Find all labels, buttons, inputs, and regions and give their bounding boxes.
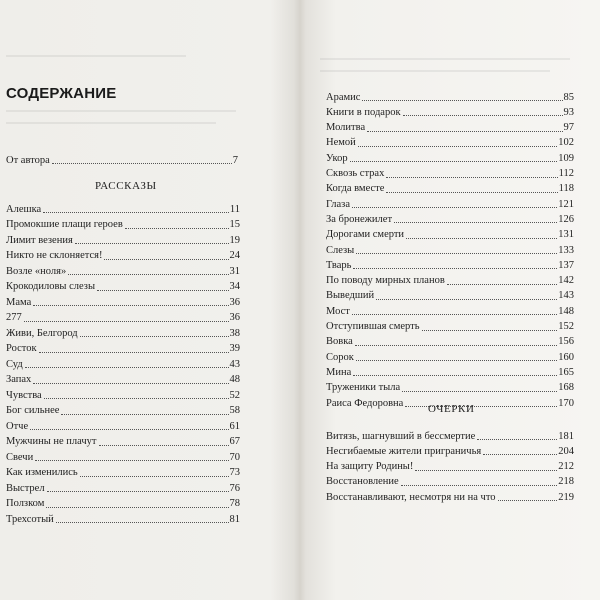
toc-entry-title: От автора bbox=[6, 154, 50, 166]
toc-entry bbox=[326, 457, 574, 473]
toc-entry bbox=[326, 164, 574, 180]
leader-dots bbox=[376, 299, 557, 300]
toc-entry-page: 218 bbox=[558, 476, 574, 488]
toc-entry-title: Возле «ноля» bbox=[6, 265, 67, 277]
toc-entry-page: 148 bbox=[558, 305, 574, 317]
leader-dots bbox=[33, 305, 228, 306]
leader-dots bbox=[477, 439, 557, 440]
toc-entry-page: 112 bbox=[558, 168, 574, 179]
leader-dots bbox=[43, 212, 229, 213]
leader-dots bbox=[362, 100, 562, 101]
toc-entry-title: Глаза bbox=[326, 198, 350, 210]
toc-entry bbox=[6, 370, 240, 386]
leader-dots bbox=[403, 115, 563, 116]
leader-dots bbox=[422, 330, 558, 331]
toc-entry-page: 31 bbox=[229, 265, 240, 277]
toc-entry-page: 76 bbox=[229, 482, 240, 494]
toc-entry-page: 137 bbox=[558, 259, 574, 271]
toc-entry-title: Отступившая смерть bbox=[326, 321, 420, 332]
toc-entry bbox=[6, 199, 240, 215]
toc-entry bbox=[6, 463, 240, 479]
leader-dots bbox=[415, 470, 557, 471]
toc-entry-title: Мама bbox=[6, 296, 32, 308]
leader-dots bbox=[44, 398, 229, 399]
toc-entry bbox=[6, 401, 240, 417]
toc-entry-author bbox=[6, 150, 238, 166]
toc-entry bbox=[6, 261, 240, 277]
toc-entry bbox=[326, 133, 574, 149]
toc-entry bbox=[6, 385, 240, 401]
toc-entry-title: Лимит везения bbox=[6, 234, 73, 246]
toc-entry-title: Никто не склоняется! bbox=[6, 250, 103, 261]
toc-entry bbox=[326, 347, 574, 363]
toc-entry bbox=[6, 277, 240, 293]
toc-entry-page: 81 bbox=[229, 513, 240, 525]
toc-entry-page: 142 bbox=[558, 275, 574, 287]
toc-entry-page: 15 bbox=[229, 219, 240, 230]
leader-dots bbox=[61, 414, 228, 415]
toc-entry-title: Слезы bbox=[326, 244, 355, 256]
toc-entry-page: 34 bbox=[229, 281, 240, 292]
leader-dots bbox=[350, 161, 558, 162]
bleed-through-mark bbox=[6, 110, 236, 112]
toc-entry-page: 19 bbox=[229, 234, 240, 246]
leader-dots bbox=[394, 222, 557, 223]
toc-entry bbox=[326, 332, 574, 348]
toc-entry bbox=[326, 179, 574, 195]
toc-entry-page: 11 bbox=[229, 203, 240, 215]
toc-entry bbox=[6, 494, 240, 510]
toc-entry-title: Бог сильнее bbox=[6, 405, 60, 416]
toc-entry bbox=[326, 378, 574, 394]
toc-entry-page: 168 bbox=[558, 382, 574, 394]
toc-entry-page: 165 bbox=[558, 366, 574, 378]
toc-entry bbox=[6, 432, 240, 448]
toc-entry-title: Укор bbox=[326, 152, 348, 164]
leader-dots bbox=[483, 454, 557, 455]
leader-dots bbox=[386, 192, 557, 193]
toc-entry-page: 7 bbox=[232, 154, 238, 166]
toc-entry-title: Промокшие плащи героев bbox=[6, 219, 123, 230]
leader-dots bbox=[68, 274, 228, 275]
toc-entry-page: 85 bbox=[563, 91, 574, 103]
toc-entry bbox=[6, 308, 240, 324]
toc-entry-page: 43 bbox=[229, 358, 240, 370]
toc-entry bbox=[326, 487, 574, 503]
bleed-through-mark bbox=[320, 58, 570, 60]
toc-entry-title: Восстанавливают, несмотря ни на что bbox=[326, 491, 496, 503]
leader-dots bbox=[80, 336, 229, 337]
toc-entry-page: 61 bbox=[229, 420, 240, 432]
toc-entry-title: Живи, Белгород bbox=[6, 327, 78, 339]
toc-entry-page: 70 bbox=[229, 451, 240, 463]
leader-dots bbox=[358, 146, 557, 147]
toc-entry-page: 52 bbox=[229, 389, 240, 401]
toc-entry bbox=[326, 148, 574, 164]
toc-entry bbox=[6, 215, 240, 231]
toc-entry bbox=[6, 509, 240, 525]
toc-entry-title: Молитва bbox=[326, 122, 366, 134]
toc-entry bbox=[6, 416, 240, 432]
toc-entry-page: 58 bbox=[229, 405, 240, 416]
leader-dots bbox=[97, 290, 229, 291]
toc-entry-page: 38 bbox=[229, 327, 240, 339]
toc-entry-title: Сорок bbox=[326, 351, 354, 363]
toc-entry-title: За бронежилет bbox=[326, 213, 393, 225]
leader-dots bbox=[402, 391, 557, 392]
toc-entry-page: 97 bbox=[563, 122, 574, 134]
toc-entry-page: 181 bbox=[558, 430, 574, 442]
toc-entry-title: Чувства bbox=[6, 389, 42, 401]
toc-entry-title: Выведший bbox=[326, 290, 375, 302]
toc-entry bbox=[6, 230, 240, 246]
toc-entry-page: 170 bbox=[558, 397, 574, 409]
toc-entry-title: Свечи bbox=[6, 451, 34, 463]
toc-entry bbox=[326, 271, 574, 287]
toc-entry-title: Восстановление bbox=[326, 476, 399, 488]
toc-entry bbox=[6, 478, 240, 494]
leader-dots bbox=[386, 177, 557, 178]
toc-entry-page: 219 bbox=[558, 491, 574, 503]
toc-entry-title: Отче bbox=[6, 420, 29, 432]
toc-entry-page: 36 bbox=[229, 312, 240, 323]
toc-entry bbox=[326, 301, 574, 317]
section-title-essays: ОЧЕРКИ bbox=[428, 403, 475, 415]
toc-entry-page: 93 bbox=[563, 106, 574, 118]
leader-dots bbox=[56, 522, 229, 523]
toc-entry-title: По поводу мирных планов bbox=[326, 275, 445, 287]
toc-entry bbox=[326, 426, 574, 442]
leader-dots bbox=[352, 207, 557, 208]
toc-entry bbox=[326, 362, 574, 378]
leader-dots bbox=[125, 228, 229, 229]
leader-dots bbox=[30, 429, 228, 430]
leader-dots bbox=[75, 243, 229, 244]
leader-dots bbox=[447, 284, 557, 285]
right-page bbox=[300, 0, 600, 600]
toc-entry-title: Арамис bbox=[326, 91, 361, 103]
toc-entry-page: 131 bbox=[558, 229, 574, 241]
toc-entry-title: Витязь, шагнувший в бессмертие bbox=[326, 430, 476, 442]
toc-entry bbox=[326, 194, 574, 210]
toc-entry bbox=[6, 447, 240, 463]
toc-entry bbox=[6, 292, 240, 308]
leader-dots bbox=[104, 259, 228, 260]
leader-dots bbox=[353, 268, 557, 269]
toc-entry bbox=[326, 255, 574, 271]
toc-entry-page: 152 bbox=[558, 321, 574, 332]
toc-entry bbox=[326, 225, 574, 241]
toc-entry-title: 277 bbox=[6, 312, 22, 323]
toc-entry-title: Выстрел bbox=[6, 482, 45, 494]
leader-dots bbox=[39, 352, 229, 353]
leader-dots bbox=[24, 321, 229, 322]
contents-heading: СОДЕРЖАНИЕ bbox=[6, 85, 117, 102]
toc-entry-title: Труженики тыла bbox=[326, 382, 401, 394]
leader-dots bbox=[353, 375, 557, 376]
leader-dots bbox=[25, 367, 229, 368]
toc-entry-page: 204 bbox=[558, 445, 574, 457]
toc-entry-page: 126 bbox=[558, 213, 574, 225]
toc-entry-title: Мина bbox=[326, 366, 352, 378]
toc-entry-title: Запах bbox=[6, 374, 32, 385]
toc-entry-title: Дорогами смерти bbox=[326, 229, 405, 241]
toc-entry bbox=[326, 102, 574, 118]
leader-dots bbox=[352, 314, 557, 315]
leader-dots bbox=[47, 491, 229, 492]
toc-entry bbox=[6, 339, 240, 355]
toc-entry-title: На защиту Родины! bbox=[326, 461, 414, 473]
toc-entry-title: Мужчины не плачут bbox=[6, 436, 97, 447]
leader-dots bbox=[498, 500, 558, 501]
leader-dots bbox=[401, 485, 558, 486]
toc-entry-page: 67 bbox=[229, 436, 240, 447]
toc-entry bbox=[6, 246, 240, 262]
toc-entry-page: 212 bbox=[558, 461, 574, 473]
toc-entry bbox=[6, 323, 240, 339]
leader-dots bbox=[355, 345, 557, 346]
toc-entry-title: Трехсотый bbox=[6, 513, 54, 525]
toc-entry-title: Раиса Федоровна bbox=[326, 397, 404, 409]
leader-dots bbox=[356, 360, 557, 361]
leader-dots bbox=[99, 445, 229, 446]
toc-entry bbox=[326, 240, 574, 256]
toc-entry-title: Суд bbox=[6, 358, 23, 370]
toc-entry-page: 78 bbox=[229, 498, 240, 509]
toc-entry-title: Книги в подарок bbox=[326, 106, 401, 118]
toc-entry bbox=[326, 317, 574, 333]
leader-dots bbox=[52, 163, 232, 164]
toc-entry-title: Мост bbox=[326, 305, 350, 317]
leader-dots bbox=[46, 507, 228, 508]
toc-entry bbox=[6, 354, 240, 370]
toc-entry-title: Алешка bbox=[6, 203, 42, 215]
toc-entry-page: 48 bbox=[229, 374, 240, 385]
bleed-through-mark bbox=[6, 55, 186, 57]
toc-entry-page: 24 bbox=[229, 250, 240, 261]
toc-entry-title: Сквозь страх bbox=[326, 168, 385, 179]
toc-entry-page: 143 bbox=[558, 290, 574, 302]
toc-entry-page: 102 bbox=[558, 137, 574, 149]
toc-entry-title: Тварь bbox=[326, 259, 352, 271]
toc-entry-page: 36 bbox=[229, 296, 240, 308]
toc-entry-title: Росток bbox=[6, 343, 37, 354]
toc-entry bbox=[326, 209, 574, 225]
toc-entry-page: 160 bbox=[558, 351, 574, 363]
leader-dots bbox=[33, 383, 228, 384]
toc-entry-title: Ползком bbox=[6, 498, 45, 509]
toc-entry-page: 73 bbox=[229, 467, 240, 478]
toc-entry-page: 39 bbox=[229, 343, 240, 354]
toc-entry bbox=[326, 118, 574, 134]
toc-entry bbox=[326, 472, 574, 488]
toc-entry-page: 121 bbox=[558, 198, 574, 210]
toc-entry-title: Немой bbox=[326, 137, 356, 149]
bleed-through-mark bbox=[320, 70, 550, 72]
toc-entry-title: Крокодиловы слезы bbox=[6, 281, 95, 292]
section-title-stories: РАССКАЗЫ bbox=[95, 180, 157, 192]
toc-entry-page: 133 bbox=[558, 244, 574, 256]
leader-dots bbox=[406, 238, 557, 239]
leader-dots bbox=[80, 476, 229, 477]
toc-entry-page: 109 bbox=[558, 152, 574, 164]
toc-entry-title: Когда вместе bbox=[326, 183, 385, 195]
leader-dots bbox=[356, 253, 557, 254]
leader-dots bbox=[367, 131, 562, 132]
toc-entry-page: 156 bbox=[558, 336, 574, 348]
toc-entry-title: Как изменились bbox=[6, 467, 78, 478]
toc-entry-title: Вовка bbox=[326, 336, 353, 348]
toc-entry-page: 118 bbox=[558, 183, 574, 195]
toc-entry bbox=[326, 286, 574, 302]
toc-entry bbox=[326, 87, 574, 103]
leader-dots bbox=[35, 460, 228, 461]
toc-entry bbox=[326, 441, 574, 457]
bleed-through-mark bbox=[6, 122, 216, 124]
toc-entry-title: Несгибаемые жители приграничья bbox=[326, 445, 482, 457]
